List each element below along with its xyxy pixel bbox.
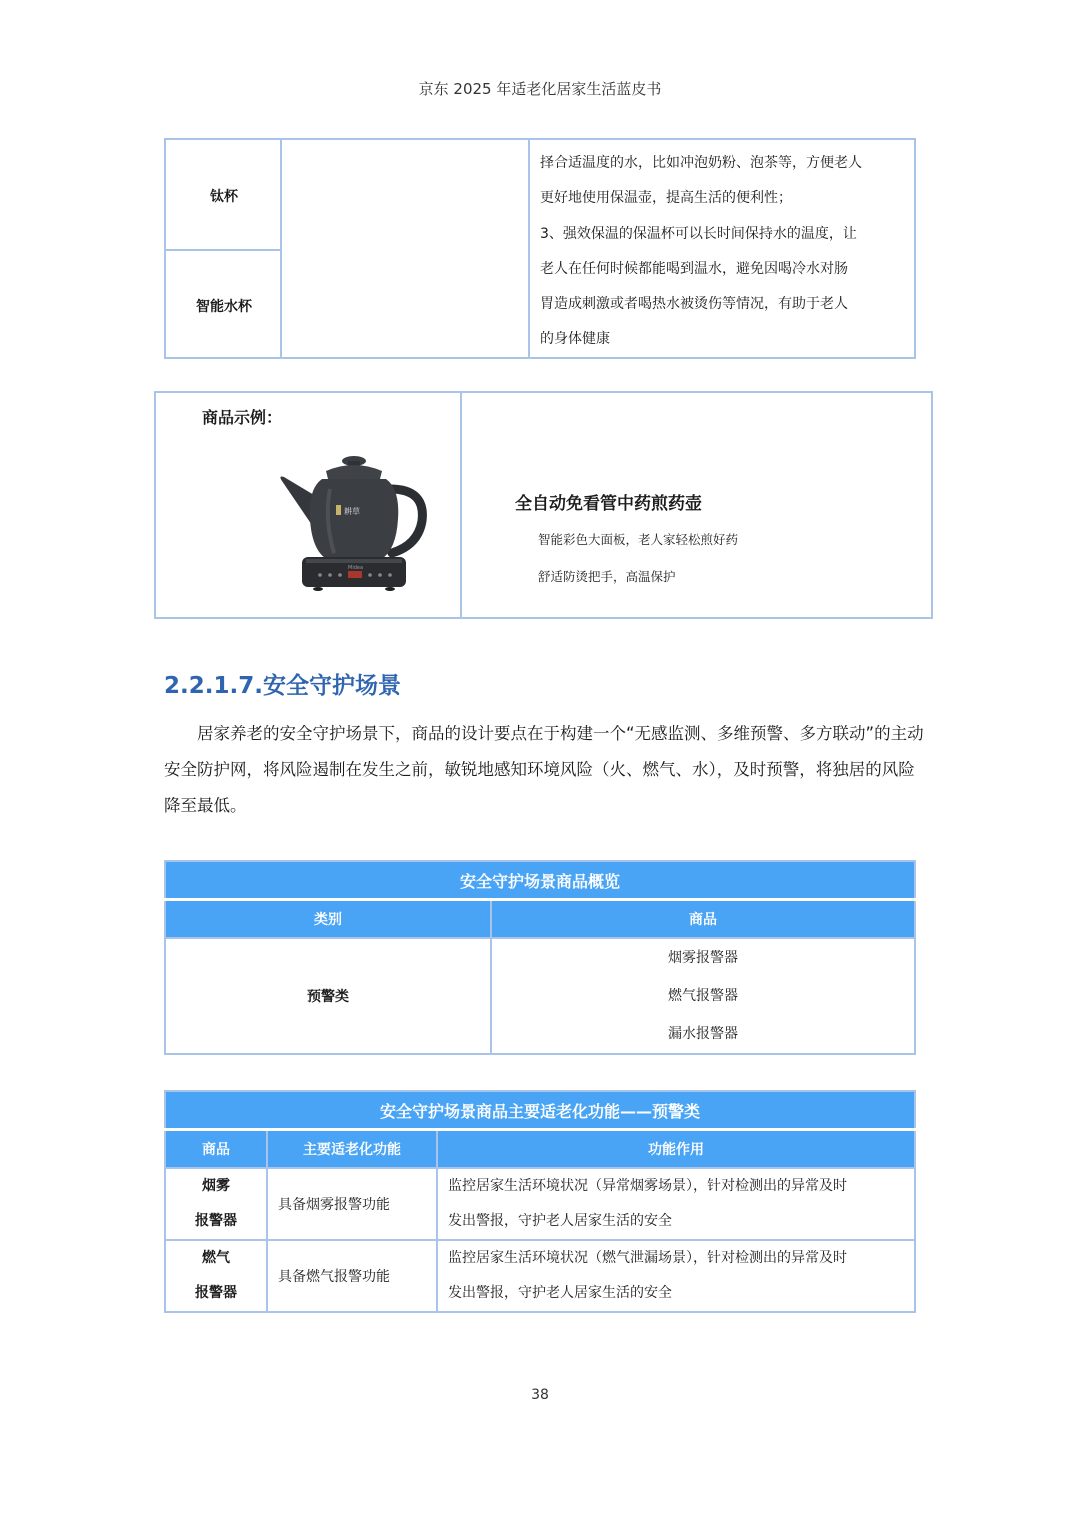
product-name-line: 报警器 [195, 1213, 237, 1229]
product-name-line: 烟雾 [202, 1178, 230, 1194]
column-header: 商品 [491, 900, 915, 939]
product-item: 燃气报警器 [668, 988, 738, 1004]
function-cell: 具备烟雾报警功能 [267, 1168, 437, 1240]
feature-description [540, 146, 910, 358]
effect-cell [437, 1168, 915, 1240]
effect-line: 监控居家生活环境状况（异常烟雾场景），针对检测出的异常及时 [448, 1178, 847, 1194]
product-item: 漏水报警器 [668, 1026, 738, 1042]
table-divider [528, 140, 530, 357]
function-cell: 具备燃气报警功能 [267, 1240, 437, 1312]
product-example-box [154, 391, 933, 619]
description-line: 的身体健康 [540, 331, 610, 348]
category-titanium-cup: 钛杯 [210, 189, 238, 205]
column-header: 类别 [165, 900, 491, 939]
overview-table [164, 860, 916, 1055]
column-header: 商品 [165, 1130, 267, 1169]
product-name-line: 燃气 [202, 1250, 230, 1266]
table-title: 安全守护场景商品主要适老化功能——预警类 [165, 1091, 915, 1130]
description-line: 老人在任何时候都能喝到温水，避免因喝冷水对肠 [540, 260, 848, 277]
table-title: 安全守护场景商品概览 [165, 861, 915, 900]
description-line: 胃造成刺激或者喝热水被烫伤等情况，有助于老人 [540, 296, 848, 313]
category-smart-cup: 智能水杯 [196, 299, 252, 315]
section-paragraph: 居家养老的安全守护场景下，商品的设计要点在于构建一个“无感监测、多维预警、多方联动”的主动安全防护网，将风险遏制在发生之前，敏锐地感知环境风险（火、燃气、水），及时预警，将独居的风险降至最低。 [164, 724, 924, 815]
category-cell: 预警类 [165, 938, 491, 1054]
base-brand-text: Midea [348, 565, 364, 571]
products-cell [491, 938, 915, 1054]
product-feature: 舒适防烫把手，高温保护 [538, 569, 676, 584]
effect-line: 发出警报，守护老人居家生活的安全 [448, 1285, 672, 1301]
column-header: 主要适老化功能 [267, 1130, 437, 1169]
document-header: 京东 2025 年适老化居家生活蓝皮书 [418, 80, 662, 98]
column-header: 功能作用 [437, 1130, 915, 1169]
product-name-cell [165, 1168, 267, 1240]
product-example-label: 商品示例： [202, 408, 283, 427]
cup-features-table [164, 138, 916, 359]
description-line: 3、强效保温的保温杯可以长时间保持水的温度，让 [540, 225, 857, 242]
product-name-line: 报警器 [195, 1285, 237, 1301]
table-row [165, 1168, 915, 1240]
table-row [165, 1240, 915, 1312]
product-item: 烟雾报警器 [668, 950, 738, 966]
effect-cell [437, 1240, 915, 1312]
section-heading: 2.2.1.7.安全守护场景 [164, 673, 401, 699]
box-divider [460, 393, 462, 617]
function-table [164, 1090, 916, 1313]
herbal-kettle-icon [274, 449, 434, 603]
kettle-brand-text: 耕草 [344, 507, 360, 516]
page-number: 38 [531, 1387, 549, 1403]
description-line: 择合适温度的水，比如冲泡奶粉、泡茶等，方便老人 [540, 155, 862, 171]
effect-line: 发出警报，守护老人居家生活的安全 [448, 1213, 672, 1229]
product-feature: 智能彩色大面板，老人家轻松煎好药 [538, 532, 739, 547]
product-name: 全自动免看管中药煎药壶 [515, 494, 702, 514]
product-name-cell [165, 1240, 267, 1312]
description-line: 更好地使用保温壶，提高生活的便利性； [540, 190, 792, 207]
table-divider [166, 249, 282, 251]
effect-line: 监控居家生活环境状况（燃气泄漏场景），针对检测出的异常及时 [448, 1250, 847, 1266]
